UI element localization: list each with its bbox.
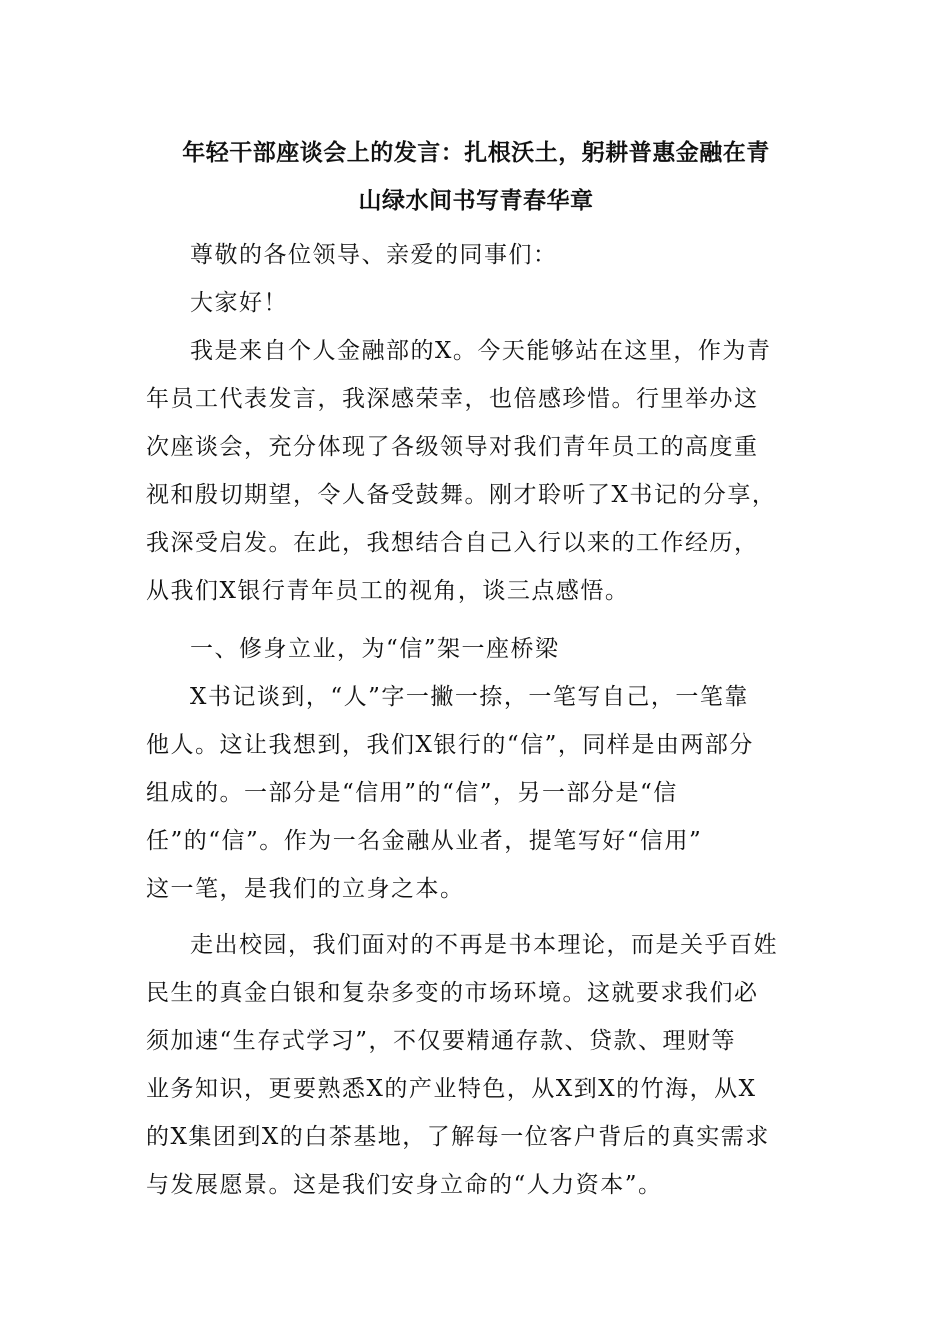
paragraph-line: 从我们X银行青年员工的视角，谈三点感悟。 <box>146 578 630 604</box>
paragraph-line: 这一笔，是我们的立身之本。 <box>146 876 465 902</box>
paragraph-line: 走出校园，我们面对的不再是书本理论，而是关乎百姓 <box>190 932 778 958</box>
paragraph-line: 须加速“生存式学习”，不仅要精通存款、贷款、理财等 <box>146 1028 737 1054</box>
paragraph-line: 任”的“信”。作为一名金融从业者，提笔写好“信用” <box>146 828 703 854</box>
paragraph-line: 业务知识，更要熟悉X的产业特色，从X到X的竹海，从X <box>146 1076 757 1102</box>
hello: 大家好！ <box>190 290 288 316</box>
paragraph-line: 我是来自个人金融部的X。今天能够站在这里，作为青 <box>190 338 772 364</box>
paragraph-line: 年员工代表发言，我深感荣幸，也倍感珍惜。行里举办这 <box>146 386 759 412</box>
paragraph-line: 的X集团到X的白茶基地，了解每一位客户背后的真实需求 <box>146 1124 770 1150</box>
paragraph-line: 民生的真金白银和复杂多变的市场环境。这就要求我们必 <box>146 980 759 1006</box>
section-heading: 一、修身立业，为“信”架一座桥梁 <box>190 636 560 662</box>
paragraph-line: 视和殷切期望，令人备受鼓舞。刚才聆听了X书记的分享， <box>146 482 777 508</box>
paragraph-line: 我深受启发。在此，我想结合自己入行以来的工作经历， <box>146 530 759 556</box>
document-title-line-1: 年轻干部座谈会上的发言：扎根沃土，躬耕普惠金融在青 <box>182 140 770 166</box>
paragraph-line: 组成的。一部分是“信用”的“信”，另一部分是“信 <box>146 780 678 806</box>
paragraph-line: 与发展愿景。这是我们安身立命的“人力资本”。 <box>146 1172 663 1198</box>
greeting: 尊敬的各位领导、亲爱的同事们： <box>190 242 558 268</box>
paragraph-line: 他人。这让我想到，我们X银行的“信”，同样是由两部分 <box>146 732 754 758</box>
document-title-line-2: 山绿水间书写青春华章 <box>358 188 594 214</box>
paragraph-line: 次座谈会，充分体现了各级领导对我们青年员工的高度重 <box>146 434 759 460</box>
paragraph-line: X书记谈到，“人”字一撇一捺，一笔写自己，一笔靠 <box>190 684 749 710</box>
